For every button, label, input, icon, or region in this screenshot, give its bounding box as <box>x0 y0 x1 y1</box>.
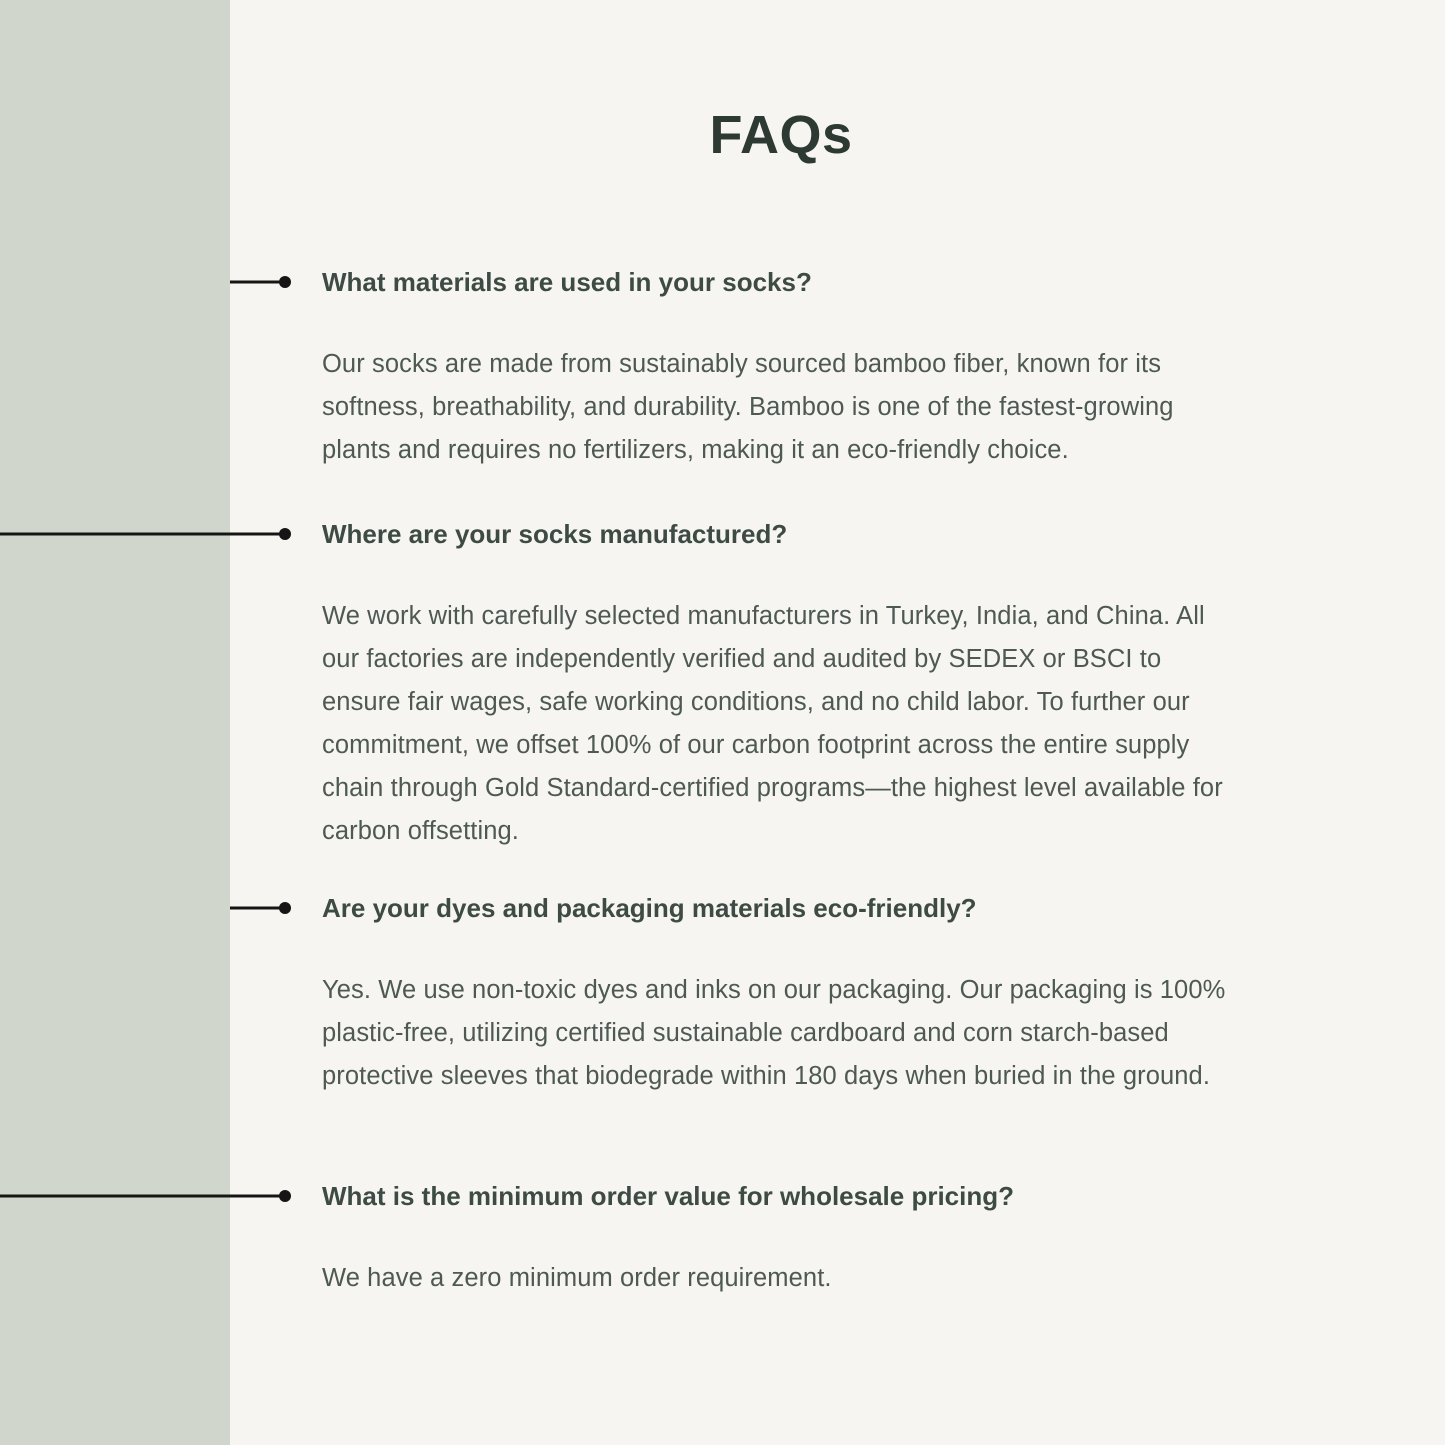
faq-question-label: What is the minimum order value for wholesale pricing? <box>322 1181 1015 1211</box>
faq-answer: Yes. We use non-toxic dyes and inks on our packaging. Our packaging is 100% plastic-free, utilizing certified sustainable cardboard and corn starch-based protective sleeves that biodegrade within 180 days when buried in the ground. <box>322 976 1226 1090</box>
faq-question-label: Are your dyes and packaging materials eco-friendly? <box>322 893 977 923</box>
connector-line <box>0 533 285 536</box>
faq-content <box>230 0 1445 1445</box>
faq-answer: We work with carefully selected manufacturers in Turkey, India, and China. All our factories are independently verified and audited by SEDEX or BSCI to ensure fair wages, safe working conditions, and no child labor. To further our commitment, we offset 100% of our carbon footprint across the entire supply chain through Gold Standard-certified programs—the highest level available for carbon offsetting. <box>322 602 1223 845</box>
faq-question-eco-friendly <box>322 890 1240 926</box>
faq-question-label: Where are your socks manufactured? <box>322 519 788 549</box>
faq-item <box>322 1178 1360 1300</box>
connector-dot-icon <box>279 1190 291 1202</box>
faq-answer: We have a zero minimum order requirement. <box>322 1264 832 1292</box>
faq-question-minimum-order <box>322 1178 1240 1214</box>
connector-dot-icon <box>279 902 291 914</box>
faq-question-materials <box>322 264 1240 300</box>
page-title: FAQs <box>709 105 853 165</box>
connector-dot-icon <box>279 528 291 540</box>
faq-question-manufactured <box>322 516 1240 552</box>
connector-line <box>230 281 285 284</box>
connector-line <box>0 1195 285 1198</box>
sidebar-panel <box>0 0 230 1445</box>
faq-item <box>322 516 1360 853</box>
faq-question-label: What materials are used in your socks? <box>322 267 812 297</box>
connector-line <box>230 907 285 910</box>
faq-item <box>322 890 1360 1098</box>
faq-item <box>322 264 1360 472</box>
faq-answer: Our socks are made from sustainably sourced bamboo fiber, known for its softness, breathability, and durability. Bamboo is one of the fastest-growing plants and requires no fertilizers, making it an eco-friendly choice. <box>322 350 1174 464</box>
connector-dot-icon <box>279 276 291 288</box>
